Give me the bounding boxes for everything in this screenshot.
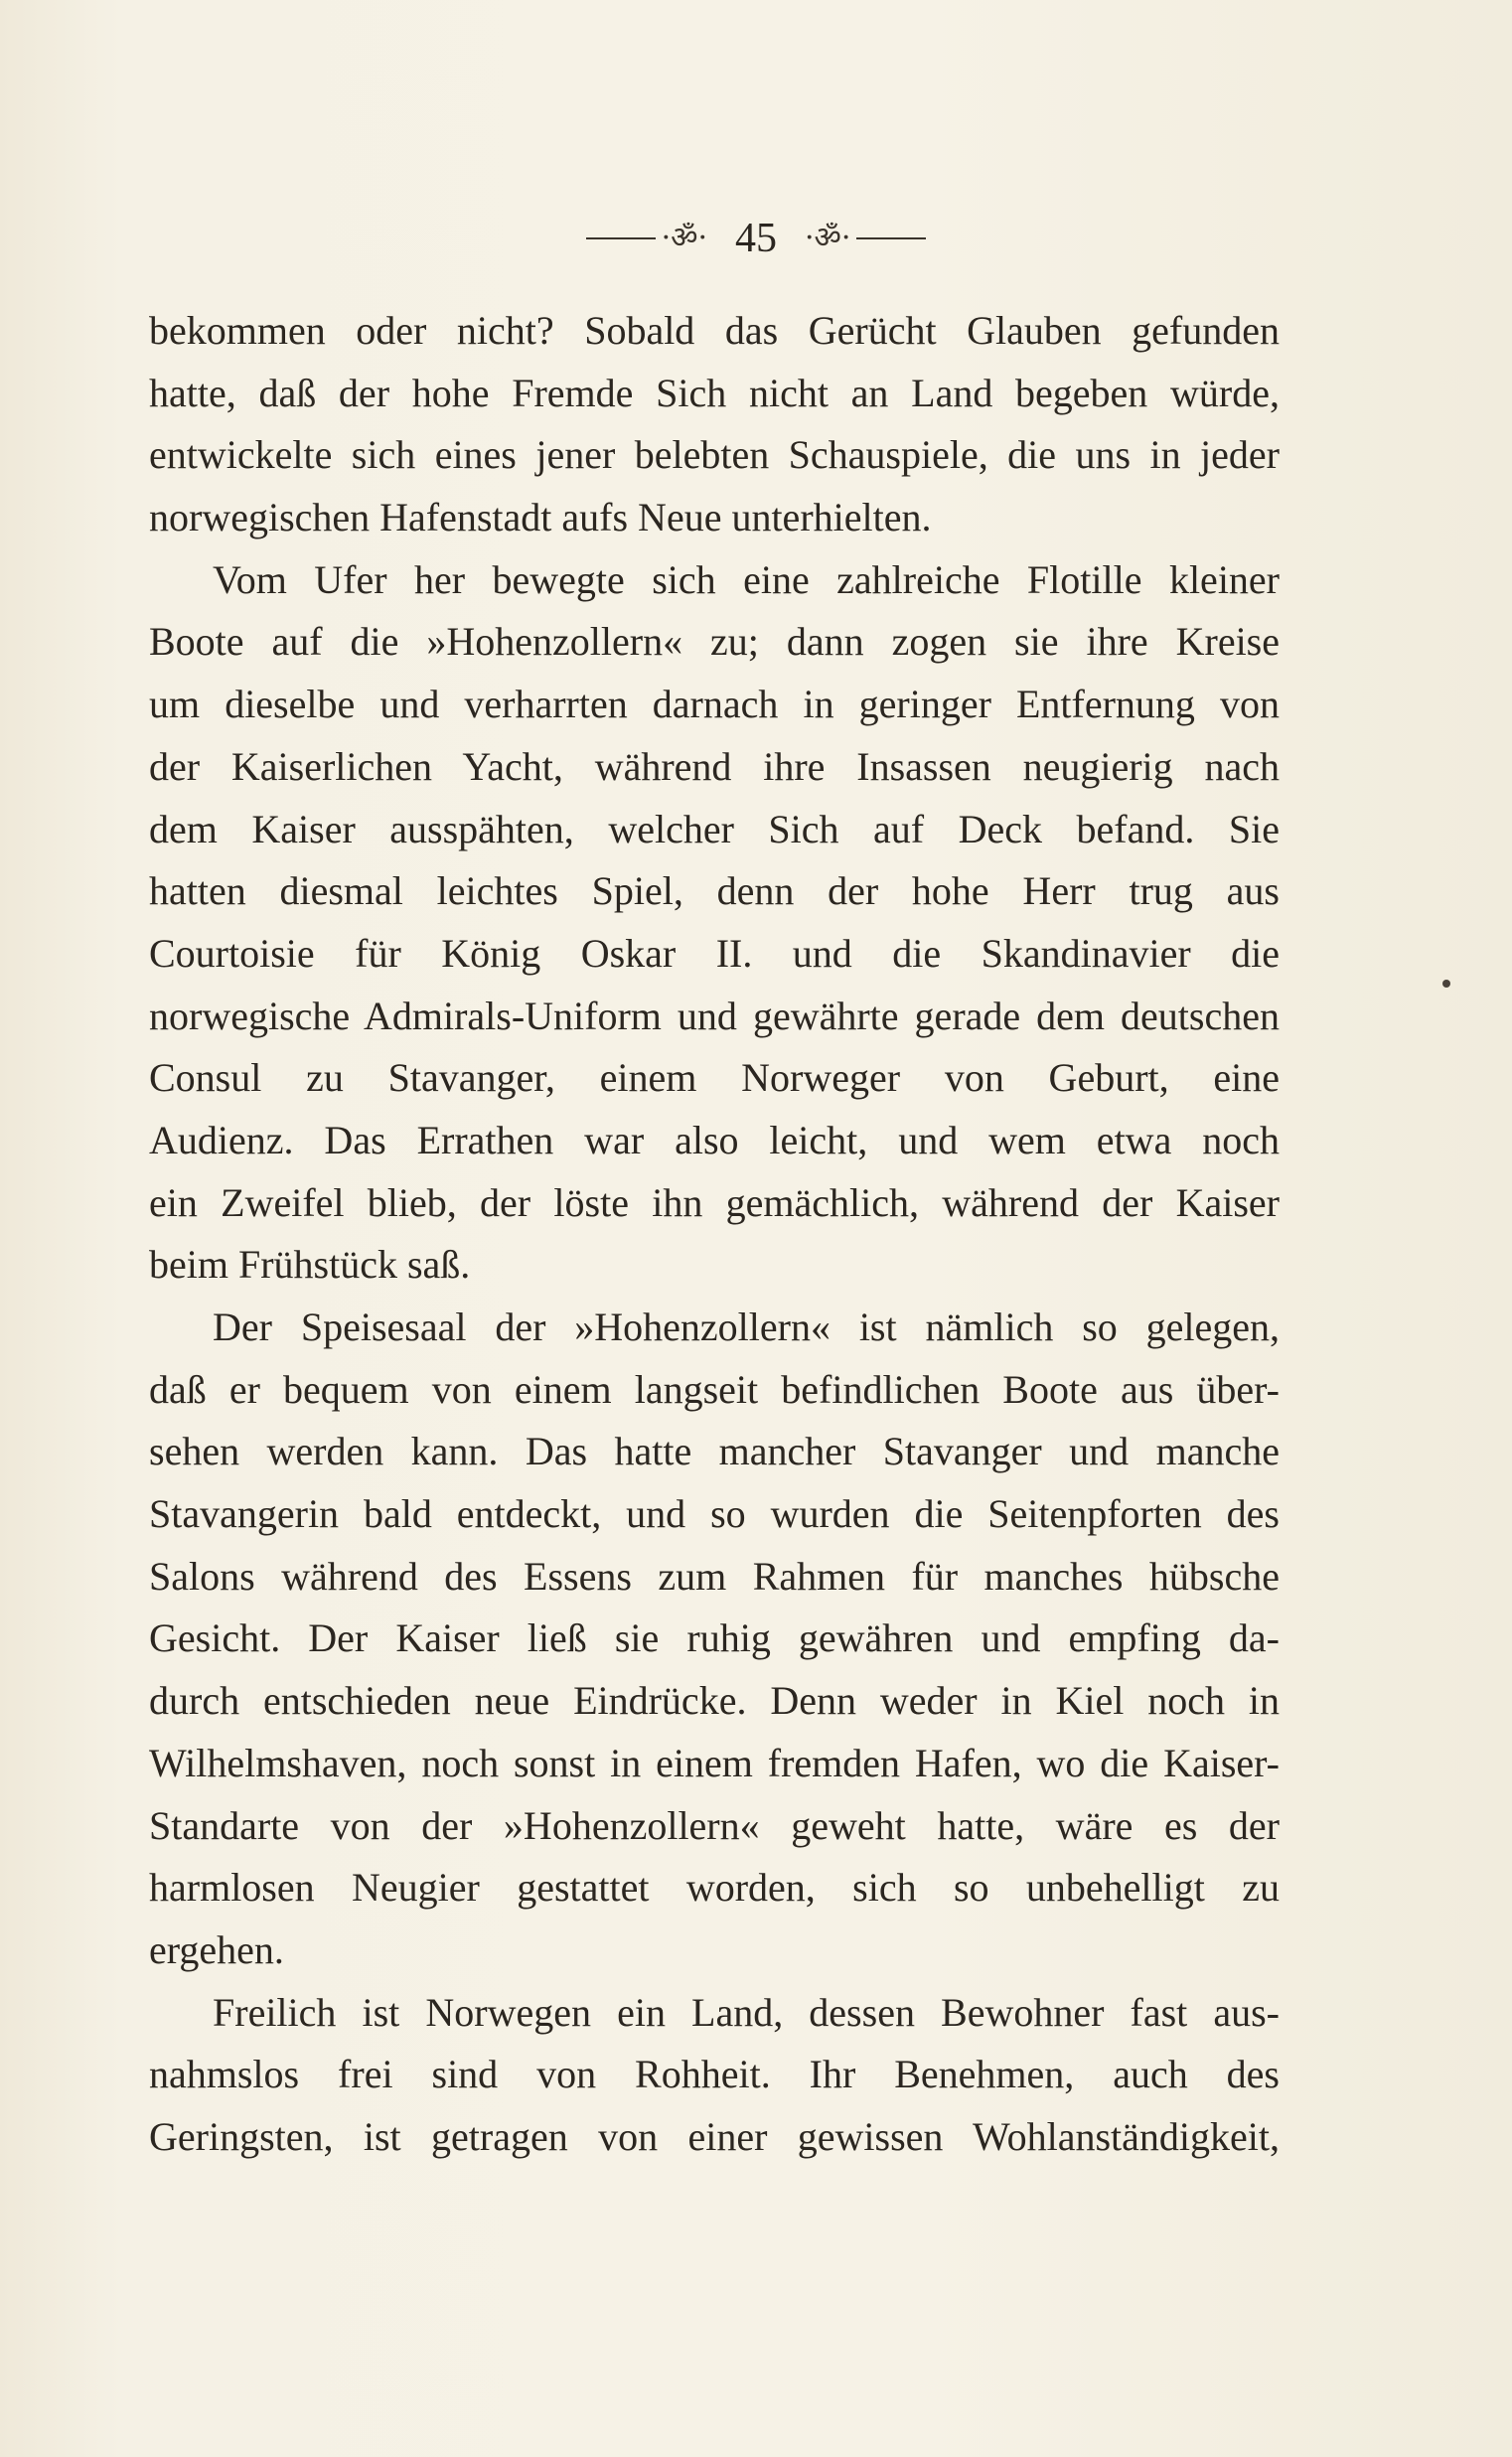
text-line: hatten diesmal leichtes Spiel, denn der hohe Herr trug aus: [149, 868, 1280, 914]
text-line: Salons während des Essens zum Rahmen für manches hübsche: [149, 1553, 1280, 1599]
text-line: beim Frühstück saß.: [149, 1242, 471, 1288]
ink-speck: [1442, 980, 1450, 988]
text-line: norwegischen Hafenstadt aufs Neue unterhielten.: [149, 495, 932, 540]
text-line: ergehen.: [149, 1926, 284, 1972]
text-line: norwegische Admirals-Uniform und gewährte gerade dem deutschen: [149, 993, 1280, 1038]
text-line: Audienz. Das Errathen war also leicht, und wem etwa noch: [149, 1117, 1280, 1162]
text-line: Boote auf die »Hohenzollern« zu; dann zogen sie ihre Kreise: [149, 619, 1280, 665]
text-line: Geringsten, ist getragen von einer gewissen Wohlanständigkeit,: [149, 2113, 1280, 2159]
page-header: [0, 204, 1512, 273]
text-line: Consul zu Stavanger, einem Norweger von Geburt, eine: [149, 1055, 1280, 1101]
text-line: Gesicht. Der Kaiser ließ sie ruhig gewähren und empfing da-: [149, 1615, 1280, 1661]
text-line: der Kaiserlichen Yacht, während ihre Insassen neugierig nach: [149, 743, 1280, 789]
text-line: um dieselbe und verharrten darnach in geringer Entfernung von: [149, 682, 1280, 727]
text-line: Courtoisie für König Oskar II. und die Skandinavier die: [149, 930, 1280, 976]
text-line: durch entschieden neue Eindrücke. Denn weder in Kiel noch in: [149, 1678, 1280, 1724]
text-line: sehen werden kann. Das hatte mancher Stavanger und manche: [149, 1429, 1280, 1474]
text-line: Wilhelmshaven, noch sonst in einem fremden Hafen, wo die Kaiser-: [149, 1740, 1280, 1785]
text-line: Der Speisesaal der »Hohenzollern« ist nämlich so gelegen,: [213, 1305, 1280, 1349]
text-line: Freilich ist Norwegen ein Land, dessen Bewohner fast aus-: [213, 1989, 1280, 2035]
text-line: ein Zweifel blieb, der löste ihn gemächlich, während der Kaiser: [149, 1179, 1280, 1225]
left-ornament: [586, 221, 713, 255]
text-line: bekommen oder nicht? Sobald das Gerücht Glauben gefunden: [149, 308, 1280, 353]
text-line: Standarte von der »Hohenzollern« geweht hatte, wäre es der: [149, 1802, 1280, 1848]
page-number: 45: [735, 216, 777, 261]
text-line: daß er bequem von einem langseit befindlichen Boote aus über-: [149, 1366, 1280, 1412]
text-line: harmlosen Neugier gestattet worden, sich so unbehelligt zu: [149, 1865, 1280, 1911]
text-line: Vom Ufer her bewegte sich eine zahlreiche Flotille kleiner: [213, 556, 1280, 602]
text-line: entwickelte sich eines jener belebten Schauspiele, die uns in jeder: [149, 432, 1280, 478]
text-line: Stavangerin bald entdeckt, und so wurden die Seitenpforten des: [149, 1491, 1280, 1537]
body-text: [149, 300, 1280, 2169]
text-line: dem Kaiser ausspähten, welcher Sich auf Deck befand. Sie: [149, 806, 1280, 851]
text-line: nahmslos frei sind von Rohheit. Ihr Benehmen, auch des: [149, 2052, 1280, 2097]
text-line: hatte, daß der hohe Fremde Sich nicht an Land begeben würde,: [149, 370, 1280, 415]
right-ornament: [799, 221, 926, 255]
ornament-rule-right: [856, 237, 926, 239]
fleuron-icon: ·ॐ·: [661, 221, 707, 255]
fleuron-icon: ·ॐ·: [805, 221, 851, 255]
ornament-rule-left: [586, 237, 656, 239]
